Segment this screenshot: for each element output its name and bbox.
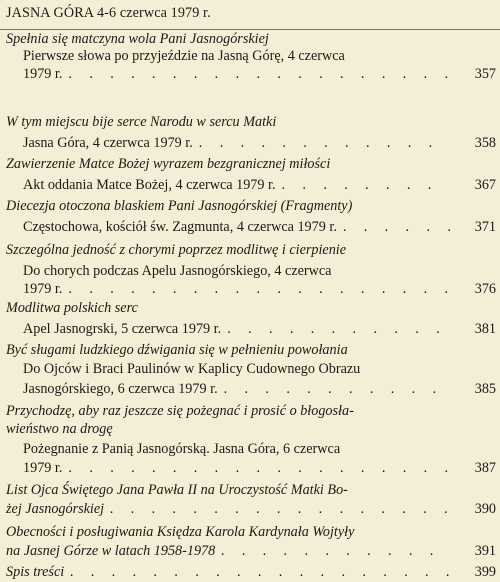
entry-title bbox=[6, 198, 352, 215]
entry-subtitle-continued bbox=[23, 281, 455, 298]
page-number: 385 bbox=[474, 381, 496, 397]
dot-leader: . . . . . . . . . . . . . . . . . . . bbox=[68, 66, 455, 82]
page-number: 358 bbox=[474, 135, 496, 151]
entry-title bbox=[6, 156, 330, 173]
entry-title-text: W tym miejscu bije serce Narodu w sercu Matki bbox=[6, 114, 277, 130]
entry-subtitle bbox=[23, 321, 447, 338]
page-number: 371 bbox=[474, 219, 496, 235]
page-number: 367 bbox=[474, 177, 496, 193]
entry-subtitle-text: Akt oddania Matce Bożej, 4 czerwca 1979 r. bbox=[23, 177, 276, 193]
entry-title-continued-text: żej Jasnogórskiej bbox=[6, 501, 105, 517]
page-number: 357 bbox=[474, 66, 496, 82]
entry-subtitle-continued bbox=[23, 460, 455, 477]
entry-subtitle bbox=[23, 177, 438, 194]
entry-title-continued-text: wieństwo na drogę bbox=[6, 421, 113, 437]
entry-title bbox=[6, 524, 354, 541]
header-rule bbox=[0, 29, 500, 30]
entry-subtitle-text: Pożegnanie z Panią Jasnogórską. Jasna Góra, 6 czerwca bbox=[23, 441, 341, 457]
entry-title-text: Być sługami ludzkiego dźwigania się w pełnieniu powołania bbox=[6, 342, 348, 358]
section-header: JASNA GÓRA 4-6 czerwca 1979 r. bbox=[6, 5, 211, 21]
page-number: 376 bbox=[474, 281, 496, 297]
entry-subtitle bbox=[23, 263, 331, 280]
entry-subtitle-continued-text: Jasnogórskiego, 6 czerwca 1979 r. bbox=[23, 381, 218, 397]
entry-title-text: Spełnia się matczyna wola Pani Jasnogórskiej bbox=[6, 31, 269, 47]
entry-subtitle-text: Częstochowa, kościół św. Zagmunta, 4 czerwca 1979 r. bbox=[23, 219, 337, 235]
entry-title bbox=[6, 342, 348, 359]
entry-title-continued bbox=[6, 543, 441, 560]
entry-title-text: Przychodzę, aby raz jeszcze się pożegnać i prosić o błogosła- bbox=[6, 403, 354, 419]
page-number: 381 bbox=[474, 321, 496, 337]
entry-title bbox=[6, 482, 348, 499]
entry-title-text: Zawierzenie Matce Bożej wyrazem bezgranicznej miłości bbox=[6, 156, 331, 172]
dot-leader: . . . . . . . . . . . . . . . . . bbox=[110, 501, 455, 517]
entry-subtitle-continued-text: 1979 r. bbox=[23, 66, 63, 82]
entry-title-text: List Ojca Świętego Jana Pawła II na Uroczystość Matki Bo- bbox=[6, 482, 348, 498]
entry-subtitle bbox=[23, 361, 360, 378]
entry-title bbox=[6, 300, 138, 317]
dot-leader: . . . . . . . . . . . . . . . . . . . bbox=[68, 460, 455, 476]
entry-title-continued-text: na Jasnej Górze w latach 1958-1978 bbox=[6, 543, 216, 559]
entry-title bbox=[6, 31, 269, 48]
entry-title bbox=[6, 564, 457, 581]
entry-subtitle bbox=[23, 48, 345, 65]
page-number: 399 bbox=[474, 564, 496, 580]
entry-title bbox=[6, 403, 354, 420]
entry-subtitle-text: Pierwsze słowa po przyjeździe na Jasną Górę, 4 czerwca bbox=[23, 48, 345, 64]
entry-title-continued bbox=[6, 501, 455, 518]
page-number: 391 bbox=[474, 543, 496, 559]
entry-title-text: Modlitwa polskich serc bbox=[6, 300, 138, 316]
dot-leader: . . . . . . . . bbox=[281, 177, 439, 193]
dot-leader: . . . . . . bbox=[342, 219, 458, 235]
dot-leader: . . . . . . . . . . . bbox=[227, 321, 447, 337]
entry-subtitle-continued-text: 1979 r. bbox=[23, 281, 63, 297]
dot-leader: . . . . . . . . . . . . bbox=[198, 135, 440, 151]
entry-subtitle-continued bbox=[23, 66, 455, 83]
entry-subtitle-text: Do chorych podczas Apelu Jasnogórskiego, 4 czerwca bbox=[23, 263, 332, 279]
dot-leader: . . . . . . . . . . . . . . . . . . . bbox=[70, 564, 457, 580]
page-number: 390 bbox=[474, 501, 496, 517]
entry-subtitle-text: Apel Jasnogrski, 5 czerwca 1979 r. bbox=[23, 321, 222, 337]
entry-title-text: Obecności i posługiwania Księdza Karola Kardynała Wojtyły bbox=[6, 524, 355, 540]
entry-subtitle-continued bbox=[23, 381, 443, 398]
entry-title-text: Spis treści bbox=[6, 564, 65, 580]
entry-title-text: Diecezja otoczona blaskiem Pani Jasnogórskiej (Fragmenty) bbox=[6, 198, 353, 214]
entry-title-continued bbox=[6, 421, 113, 438]
entry-subtitle bbox=[23, 219, 458, 236]
dot-leader: . . . . . . . . . . . bbox=[221, 543, 441, 559]
entry-title bbox=[6, 242, 346, 259]
entry-subtitle bbox=[23, 441, 340, 458]
entry-subtitle-continued-text: 1979 r. bbox=[23, 460, 63, 476]
dot-leader: . . . . . . . . . . . . . . . . . . . bbox=[68, 281, 455, 297]
entry-subtitle-text: Do Ojców i Braci Paulinów w Kaplicy Cudownego Obrazu bbox=[23, 361, 361, 377]
entry-title-text: Szczególna jedność z chorymi poprzez modlitwę i cierpienie bbox=[6, 242, 347, 258]
dot-leader: . . . . . . . . . . . bbox=[223, 381, 444, 397]
page-number: 387 bbox=[474, 460, 496, 476]
entry-subtitle bbox=[23, 135, 439, 152]
entry-title bbox=[6, 114, 276, 131]
entry-subtitle-text: Jasna Góra, 4 czerwca 1979 r. bbox=[23, 135, 193, 151]
